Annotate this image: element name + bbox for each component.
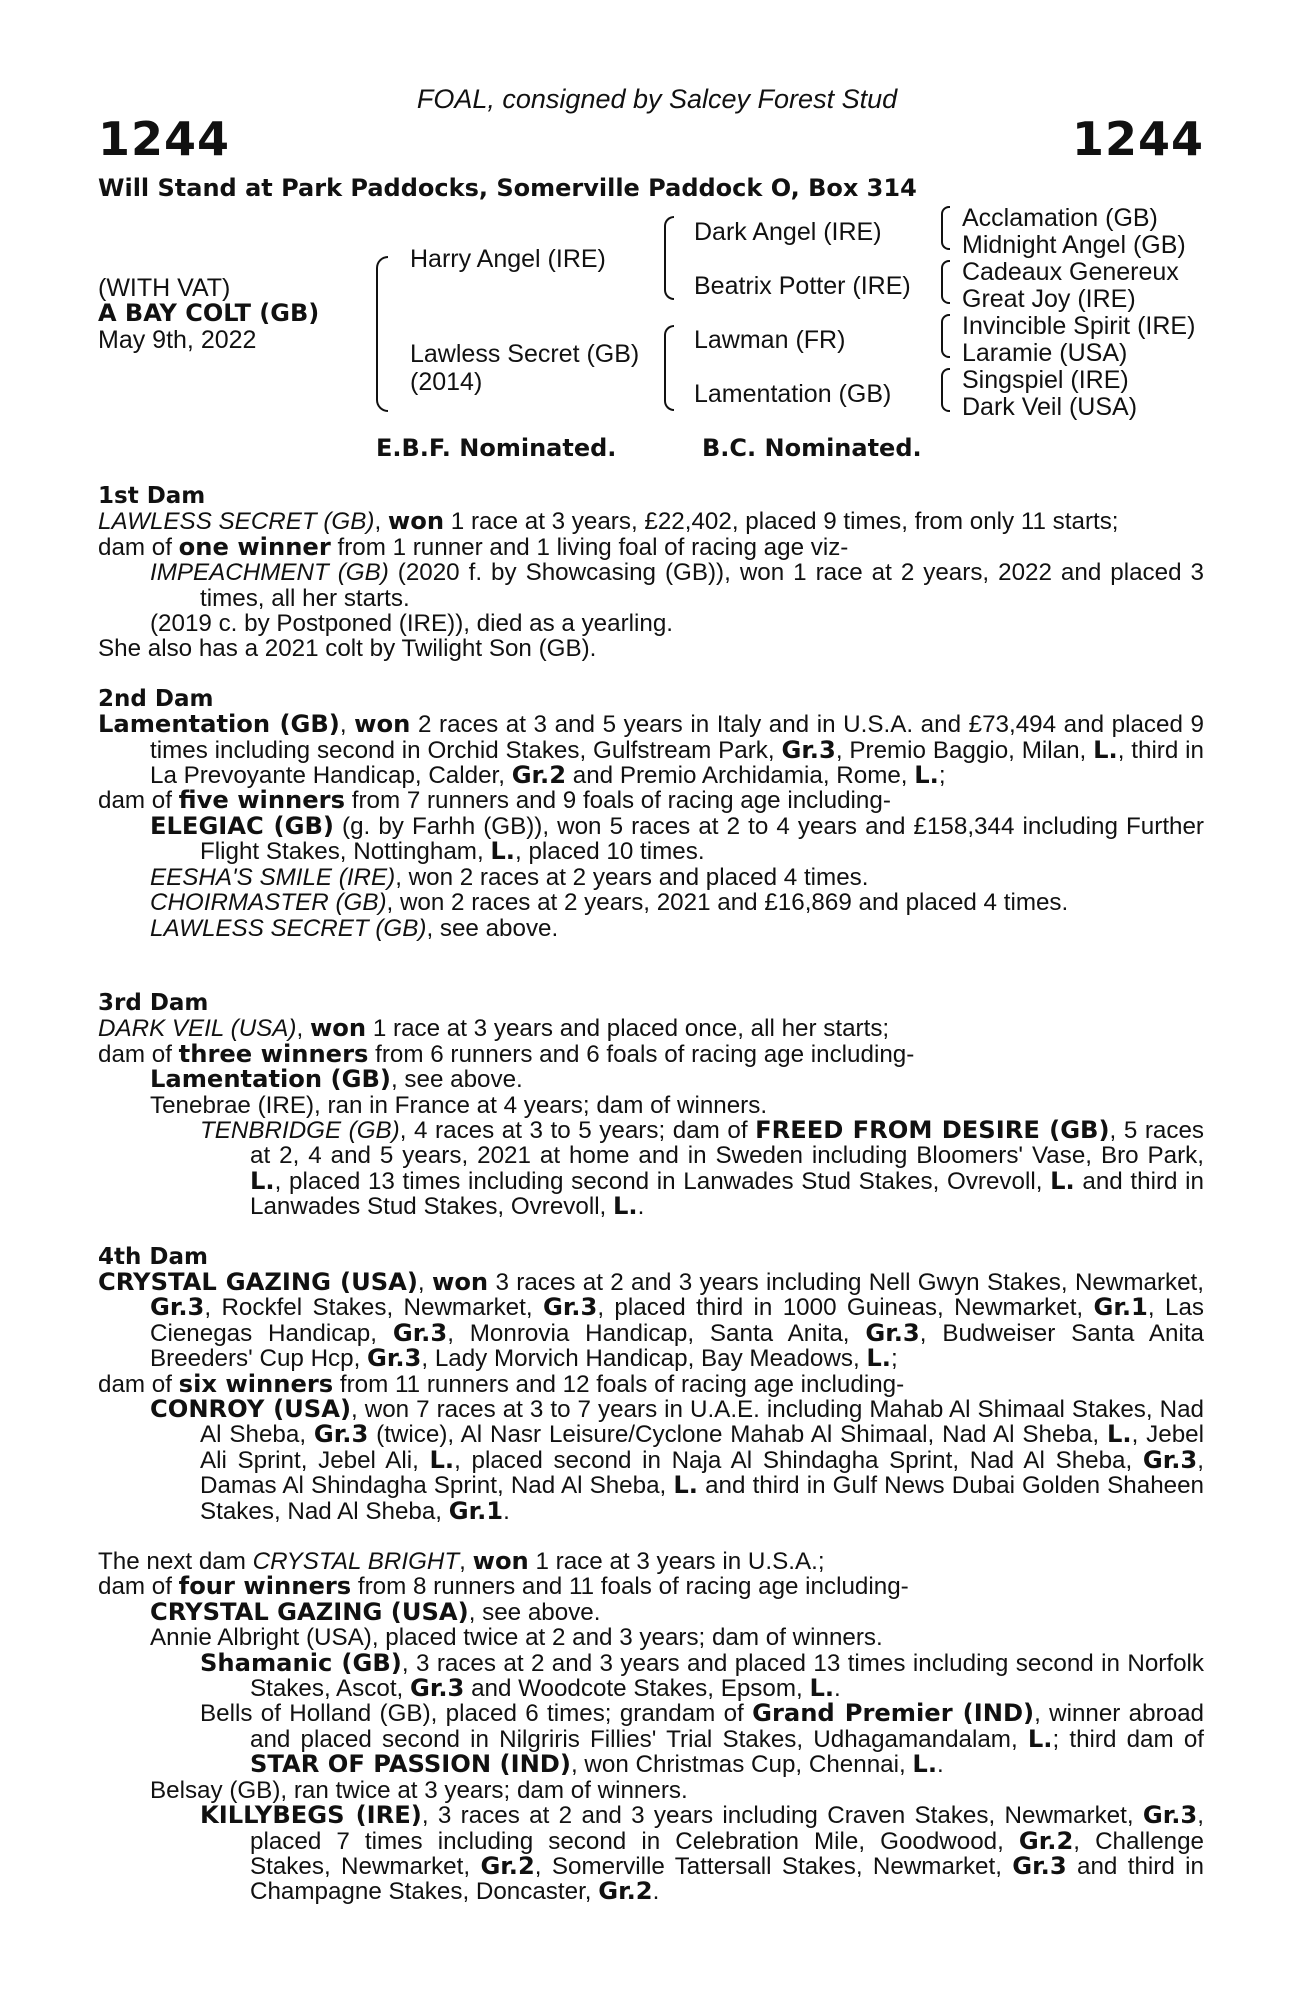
pedigree-g6: Laramie (USA)	[962, 339, 1128, 367]
dam-produce-summary: dam of one winner from 1 runner and 1 living foal of racing age viz-	[98, 532, 849, 561]
section-heading: 2nd Dam	[98, 685, 214, 712]
section-heading: 3rd Dam	[98, 989, 209, 1016]
pedigree-g8: Dark Veil (USA)	[962, 393, 1138, 421]
produce-entry: IMPEACHMENT (GB) (2020 f. by Showcasing (GB)), won 1 race at 2 years, 2022 and placed 3 times, all her starts.	[150, 559, 1204, 612]
dam-record: DARK VEIL (USA), won 1 race at 3 years and placed once, all her starts;	[98, 1014, 890, 1043]
pedigree-g2: Midnight Angel (GB)	[962, 231, 1186, 259]
lot-number-right: 1244	[1071, 112, 1204, 166]
produce-entry: Belsay (GB), ran twice at 3 years; dam of winners.	[150, 1776, 688, 1804]
pedigree-brace-g4	[941, 368, 950, 412]
section-heading: 1st Dam	[98, 483, 206, 509]
pedigree-brace-g3	[941, 314, 950, 358]
stand-location: Will Stand at Park Paddocks, Somerville Paddock O, Box 314	[98, 174, 917, 202]
pedigree-g3: Cadeaux Genereux	[962, 258, 1179, 286]
produce-entry: TENBRIDGE (GB), 4 races at 3 to 5 years; dam of FREED FROM DESIRE (GB), 5 races at 2, 4 and 5 years, 2021 at home and in Sweden including Bloomers' Vase, Bro Park, L., placed 13 times including second in Lanwades Stud Stakes, Ovrevoll, L. and third in Lanwades Stud Stakes, Ovrevoll, L..	[200, 1115, 1205, 1221]
dam-produce-summary: dam of four winners from 8 runners and 11 foals of racing age including-	[98, 1572, 909, 1601]
produce-entry: Bells of Holland (GB), placed 6 times; grandam of Grand Premier (IND), winner abroad and placed second in Nilgriris Fillies' Trial Stakes, Udhagamandalam, L.; third dam of STAR OF PASSION (IND), won Christmas Cup, Chennai, L..	[200, 1699, 1204, 1779]
produce-entry: EESHA'S SMILE (IRE), won 2 races at 2 years and placed 4 times.	[150, 863, 869, 891]
pedigree-dam-year: (2014)	[410, 368, 483, 396]
produce-entry: KILLYBEGS (IRE), 3 races at 2 and 3 years including Craven Stakes, Newmarket, Gr.3, placed 7 times including second in Celebration Mile, Goodwood, Gr.2, Challenge Stakes, Newmarket, Gr.2, Somerville Tattersall Stakes, Newmarket, Gr.3 and third in Champagne Stakes, Doncaster, Gr.2.	[200, 1801, 1204, 1906]
pedigree-sire: Harry Angel (IRE)	[410, 245, 606, 273]
pedigree-brace-g2	[941, 260, 950, 304]
pedigree-dam-sire: Lawman (FR)	[694, 326, 846, 354]
pedigree-dam-dam: Lamentation (GB)	[694, 380, 892, 408]
pedigree-brace-g1	[941, 206, 950, 250]
pedigree-g7: Singspiel (IRE)	[962, 366, 1129, 394]
pedigree-dam: Lawless Secret (GB)	[410, 340, 640, 368]
pedigree-brace-dam	[664, 325, 674, 411]
pedigree-brace-main	[376, 256, 388, 412]
produce-entry: Tenebrae (IRE), ran in France at 4 years; dam of winners.	[150, 1091, 768, 1119]
lot-number-left: 1244	[98, 112, 231, 166]
consignment-line: FOAL, consigned by Salcey Forest Stud	[416, 84, 898, 114]
pedigree-g4: Great Joy (IRE)	[962, 285, 1136, 313]
produce-entry: LAWLESS SECRET (GB), see above.	[150, 914, 559, 942]
section-heading: 4th Dam	[98, 1243, 208, 1270]
produce-entry: Lamentation (GB), see above.	[150, 1065, 523, 1094]
dam-record: Lamentation (GB), won 2 races at 3 and 5 years in Italy and in U.S.A. and £73,494 and placed 9 times including second in Orchid Stakes, Gulfstream Park, Gr.3, Premio Baggio, Milan, L., third in La Prevoyante Handicap, Calder, Gr.2 and Premio Archidamia, Rome, L.;	[98, 710, 1204, 790]
produce-entry: Annie Albright (USA), placed twice at 2 and 3 years; dam of winners.	[150, 1624, 883, 1652]
dam-produce-summary: dam of six winners from 11 runners and 12 foals of racing age including-	[98, 1369, 905, 1398]
dam-record: CRYSTAL GAZING (USA), won 3 races at 2 and 3 years including Nell Gwyn Stakes, Newmarket, Gr.3, Rockfel Stakes, Newmarket, Gr.3, placed third in 1000 Guineas, Newmarket, Gr.1, Las Cienegas Handicap, Gr.3, Monrovia Handicap, Santa Anita, Gr.3, Budweiser Santa Anita Breeders' Cup Hcp, Gr.3, Lady Morvich Handicap, Bay Meadows, L.;	[98, 1267, 1204, 1373]
pedigree-sire-sire: Dark Angel (IRE)	[694, 218, 882, 246]
bc-nominated: B.C. Nominated.	[702, 434, 922, 462]
dam-produce-summary: dam of five winners from 7 runners and 9 foals of racing age including-	[98, 786, 891, 815]
produce-entry: CHOIRMASTER (GB), won 2 races at 2 years, 2021 and £16,869 and placed 4 times.	[150, 889, 1069, 917]
pedigree-g1: Acclamation (GB)	[962, 204, 1158, 232]
produce-record	[98, 484, 1204, 1905]
pedigree-brace-sire	[664, 216, 674, 300]
foaling-date: May 9th, 2022	[98, 326, 257, 354]
produce-entry: ELEGIAC (GB) (g. by Farhh (GB)), won 5 races at 2 to 4 years and £158,344 including Further Flight Stakes, Nottingham, L., placed 10 times.	[150, 811, 1204, 866]
vat-note: (WITH VAT)	[98, 274, 231, 302]
produce-entry: CRYSTAL GAZING (USA), see above.	[150, 1597, 601, 1626]
ebf-nominated: E.B.F. Nominated.	[376, 434, 617, 462]
next-dam-record: The next dam CRYSTAL BRIGHT, won 1 race at 3 years in U.S.A.;	[98, 1547, 825, 1576]
produce-entry: Shamanic (GB), 3 races at 2 and 3 years and placed 13 times including second in Norfolk Stakes, Ascot, Gr.3 and Woodcote Stakes, Epsom, L..	[200, 1648, 1204, 1703]
horse-description: A BAY COLT (GB)	[98, 299, 320, 327]
produce-entry: (2019 c. by Postponed (IRE)), died as a yearling.	[150, 610, 673, 638]
produce-entry: CONROY (USA), won 7 races at 3 to 7 years in U.A.E. including Mahab Al Shimaal Stakes, Nad Al Sheba, Gr.3 (twice), Al Nasr Leisure/Cyclone Mahab Al Shimaal, Nad Al Sheba, L., Jebel Ali Sprint, Jebel Ali, L., placed second in Naja Al Shindagha Sprint, Nad Al Sheba, Gr.3, Damas Al Shindagha Sprint, Nad Al Sheba, L. and third in Gulf News Dubai Golden Shaheen Stakes, Nad Al Sheba, Gr.1.	[150, 1395, 1205, 1525]
pedigree-sire-dam: Beatrix Potter (IRE)	[694, 272, 911, 300]
dam-produce-summary: dam of three winners from 6 runners and 6 foals of racing age including-	[98, 1039, 915, 1068]
dam-record: LAWLESS SECRET (GB), won 1 race at 3 years, £22,402, placed 9 times, from only 11 starts;	[98, 507, 1119, 536]
dam-note: She also has a 2021 colt by Twilight Son (GB).	[98, 635, 597, 663]
pedigree-g5: Invincible Spirit (IRE)	[962, 312, 1196, 340]
